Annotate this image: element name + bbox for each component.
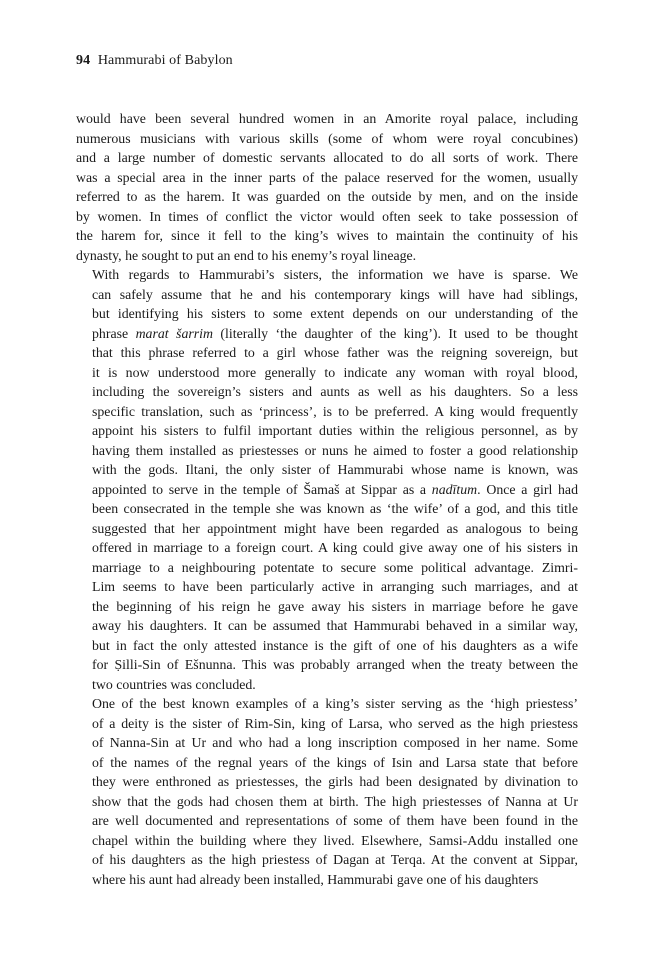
text-line: appoint his sisters to fulfil important duties within the religious personnel, as by — [92, 423, 578, 438]
text-line: the harem for, since it fell to the king’s wives to maintain the continuity of his — [76, 228, 578, 243]
text-line: by women. In times of conflict the victor would often seek to take possession of — [76, 208, 578, 224]
paragraph-continuation — [76, 109, 578, 265]
text-line: two countries was concluded. — [92, 676, 256, 692]
text-line: away his daughters. It can be assumed that Hammurabi behaved in a similar way, — [92, 618, 578, 633]
text-line: they were enthroned as priestesses, the girls had been designated by divination to — [92, 774, 578, 789]
text-line: chapel within the building where they lived. Elsewhere, Samsi-Addu installed one — [92, 832, 578, 848]
text-segment: appointed to serve in the temple of Šamaš at Sippar as a — [92, 481, 432, 497]
paragraph-high-priestess — [76, 694, 578, 889]
text-line: including the sovereign’s sisters and aunts as well as his daughters. So a less — [92, 384, 578, 399]
text-line: and a large number of domestic servants allocated to do all sorts of work. There — [76, 150, 578, 165]
text-line: was a special area in the inner parts of the palace reserved for the women, usually — [76, 169, 578, 185]
text-segment: . Once a girl had — [477, 481, 578, 497]
text-line: offered in marriage to a foreign court. A king could give away one of his sisters in — [92, 540, 578, 555]
italic-term: marat šarrim — [135, 325, 213, 341]
text-line: numerous musicians with various skills (some of whom were royal concubines) — [76, 130, 578, 146]
running-title: Hammurabi of Babylon — [97, 53, 233, 68]
text-line: with the gods. Iltani, the only sister of Hammurabi whose name is known, was — [92, 462, 578, 477]
text-line: for Ṣilli-Sin of Ešnunna. This was probably arranged when the treaty between the — [92, 657, 578, 672]
text-line: that this phrase referred to a girl whose father was the reigning sovereign, but — [92, 345, 578, 360]
text-line: With regards to Hammurabi’s sisters, the information we have is sparse. We — [92, 267, 578, 282]
text-line: but identifying his sisters to some extent depends on our understanding of the — [92, 306, 578, 321]
text-line: would have been several hundred women in an Amorite royal palace, including — [76, 111, 578, 126]
text-segment: (literally ‘the daughter of the king’). It used to be thought — [213, 325, 578, 341]
page-number: 94 — [76, 53, 91, 68]
text-line: are well documented and representations of some of them have been found in the — [92, 813, 578, 828]
text-line: but in fact the only attested instance is the gift of one of his daughters as a wife — [92, 637, 578, 653]
text-line: referred to as the harem. It was guarded on the outside by men, and on the inside — [76, 189, 578, 204]
text-line: One of the best known examples of a king’s sister serving as the ‘high priestess’ — [92, 696, 578, 711]
paragraph-sisters — [76, 265, 578, 694]
text-line: of Nanna-Sin at Ur and who had a long inscription composed in her name. Some — [92, 735, 578, 750]
text-line: the beginning of his reign he gave away his sisters in marriage before he gave — [92, 598, 578, 614]
text-segment: phrase — [92, 325, 136, 341]
text-line — [76, 480, 578, 500]
running-head — [76, 51, 233, 71]
text-line: Lim seems to have been particularly active in arranging such marriages, and at — [92, 579, 578, 594]
text-line: having them installed as priestesses or nuns he aimed to foster a good relationship — [92, 442, 578, 458]
text-line: where his aunt had already been installed, Hammurabi gave one of his daughters — [92, 871, 539, 887]
text-line: it is now understood more generally to indicate any woman with royal blood, — [92, 364, 578, 380]
text-line: show that the gods had chosen them at birth. The high priestesses of Nanna at Ur — [92, 793, 578, 809]
italic-term: nadītum — [431, 481, 478, 497]
text-line: been consecrated in the temple she was known as ‘the wife’ of a god, and this title — [92, 501, 578, 516]
text-line: suggested that her appointment might have been regarded as analogous to being — [92, 520, 578, 536]
text-line: of the names of the regnal years of the kings of Isin and Larsa state that before — [92, 754, 578, 770]
text-line — [76, 324, 578, 344]
text-line: of his daughters as the high priestess of Dagan at Terqa. At the convent at Sippar, — [92, 852, 578, 867]
body-text — [76, 109, 578, 889]
text-line: dynasty, he sought to put an end to his enemy’s royal lineage. — [76, 247, 417, 263]
text-line: can safely assume that he and his contemporary kings will have had siblings, — [92, 286, 578, 302]
text-line: of a deity is the sister of Rim-Sin, king of Larsa, who served as the high priestess — [92, 715, 578, 731]
text-line: marriage to a neighbouring potentate to secure some political advantage. Zimri- — [92, 559, 578, 575]
text-line: specific translation, such as ‘princess’, is to be preferred. A king would frequently — [92, 403, 578, 419]
